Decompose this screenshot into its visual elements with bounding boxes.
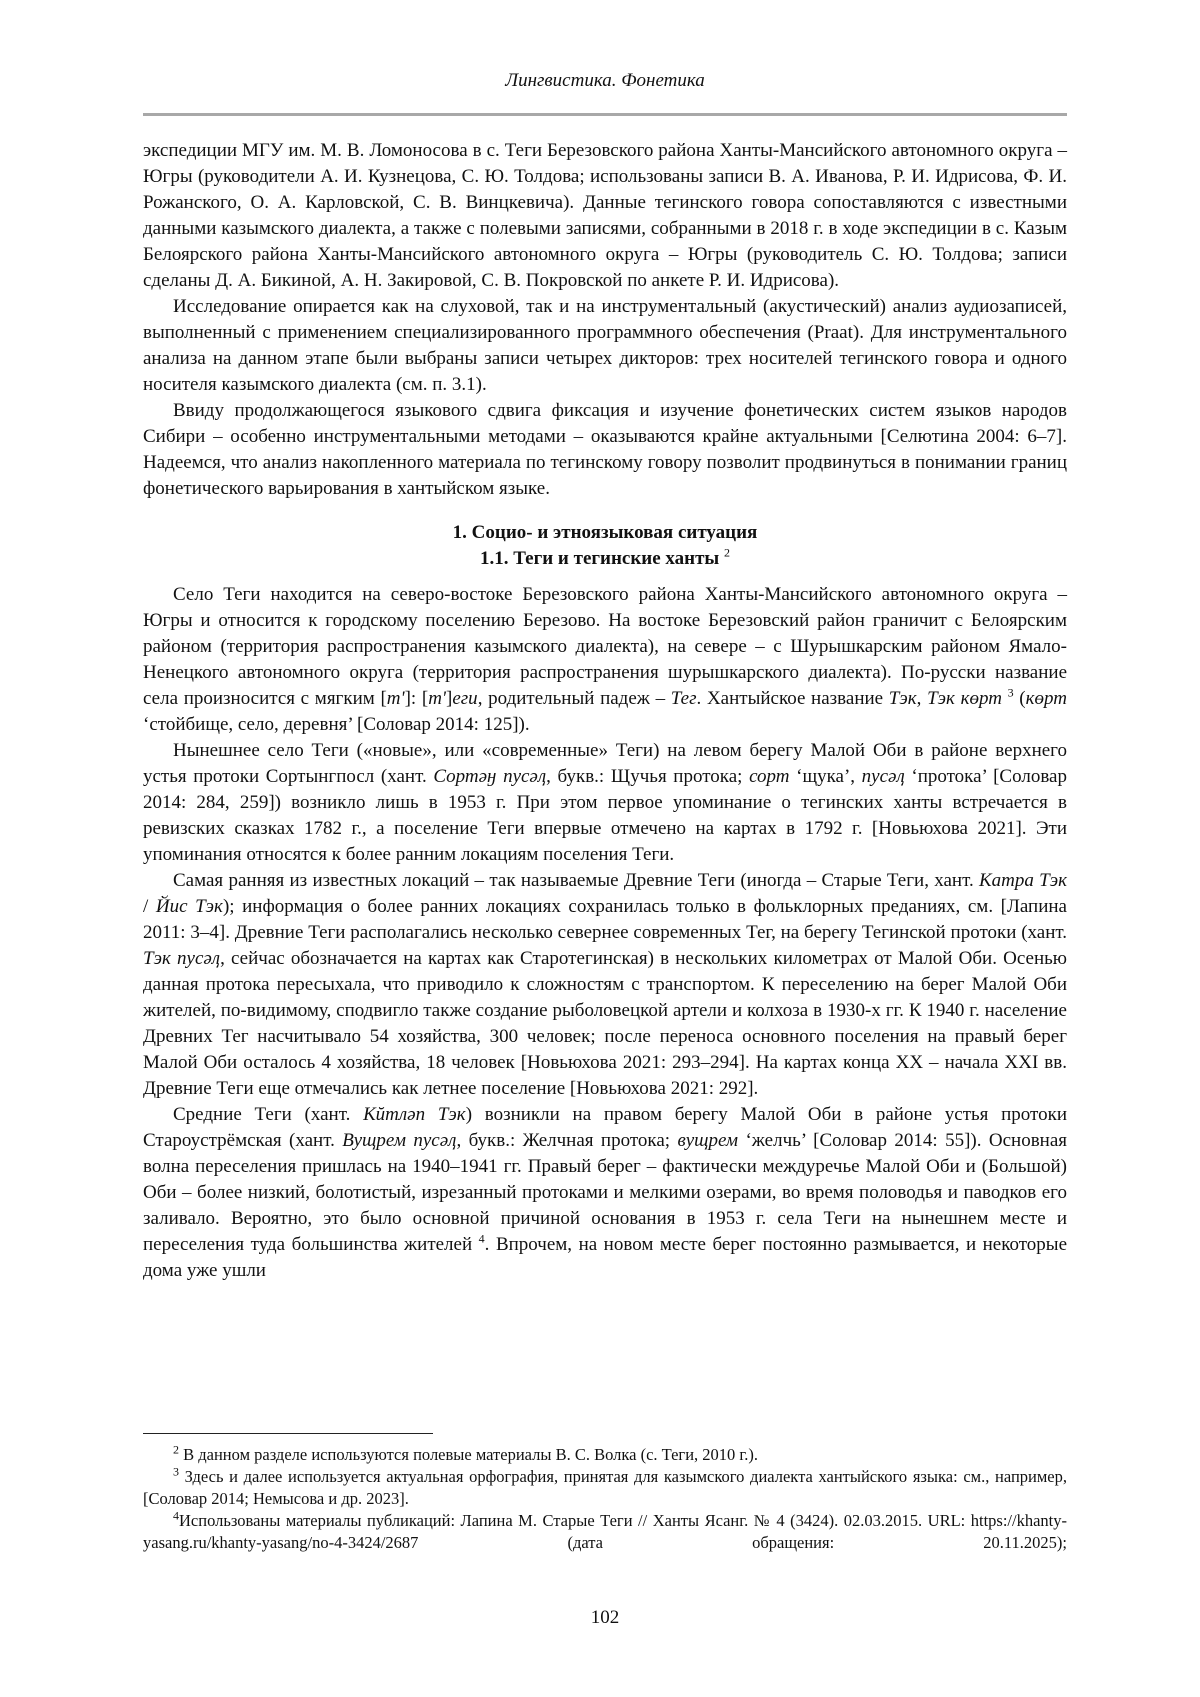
page-number: 102 <box>590 1607 620 1628</box>
footnote-3: $^3$ Здесь и далее используется актуальная орфография, принятая для казымского диалекта хантыйского языка: см., например, [Соловар 2014; Немысова и др. 2023]. <box>143 1464 1067 1508</box>
paragraph-3: Ввиду продолжающегося языкового сдвига фиксация и изучение фонетических систем языков народов Сибири – особенно инструментальными методами – оказываются крайне актуальными [Селютина 2004: 6–7]. Надеемся, что анализ накопленного материала по тегинскому говору позволит продвинуться в понимании границ фонетического варьирования в хантыйском языке. <box>143 400 1067 499</box>
main-text <box>143 138 1067 1284</box>
paragraph-6: Самая ранняя из известных локаций – так называемые Древние Теги (иногда – Старые Теги, хант. Катра Тэк / Йис Тэк); информация о более ранних локациях сохранилась только в фольклорных преданиях, см. [Лапина 2011: 3–4]. Древние Теги располагались несколько севернее современных Тег, на берегу Тегинской протоки (хант. Тэк пусәӆ, сейчас обозначается на картах как Старотегинская) в нескольких километрах от Малой Оби. Осенью данная протока пересыхала, что приводило к сложностям с транспортом. К переселению на берег Малой Оби жителей, по-видимому, сподвигло также создание рыболовецкой артели и колхоза в 1930-х гг. К 1940 г. население Древних Тег насчитывало 54 хозяйства, 300 человек; после переноса основного поселения на правый берег Малой Оби осталось 4 хозяйства, 18 человек [Новьюхова 2021: 293–294]. На картах конца XX – начала XXI вв. Древние Теги еще отмечались как летнее поселение [Новьюхова 2021: 292]. <box>143 870 1067 1099</box>
paragraph-4: Село Теги находится на северо-востоке Березовского района Ханты-Мансийского автономного округа – Югры и относится к городскому поселению Березово. На востоке Березовский район граничит с Белоярским районом (территория распространения казымского диалекта), на севере – с Шурышкарским районом Ямало-Ненецкого автономного округа (территория распространения шурышкарского диалекта). По-русски название села произносится с мягким [т']: [т']еги, родительный падеж – Тег. Хантыйское название Тэк, Тэк көрт $^3$ (көрт ‘стойбище, село, деревня’ [Соловар 2014: 125]). <box>143 584 1067 735</box>
footnote-ref-4[interactable]: 4 <box>478 1231 485 1246</box>
footnote-rule <box>143 1433 433 1434</box>
footnote-ref-2[interactable]: 2 <box>724 545 731 560</box>
paragraph-2: Исследование опирается как на слуховой, так и на инструментальный (акустический) анализ аудиозаписей, выполненный с применением специализированного программного обеспечения (Praat). Для инструментального анализа на данном этапе были выбраны записи четырех дикторов: трех носителей тегинского говора и одного носителя казымского диалекта (см. п. 3.1). <box>143 296 1067 395</box>
paragraph-7: Средние Теги (хант. Кŭтләп Тэк) возникли на правом берегу Малой Оби в районе устья протоки Староустрёмская (хант. Вущрем пусәӆ, букв.: Желчная протока; вущрем ‘желчь’ [Соловар 2014: 55]). Основная волна переселения пришлась на 1940–1941 гг. Правый берег – фактически междуречье Малой Оби и (Большой) Оби – более низкий, болотистый, изрезанный протоками и мелкими озерами, во время половодья и паводков его заливало. Вероятно, это было основной причиной основания в 1953 г. села Теги на нынешнем месте и переселения туда большинства жителей $^4$. Впрочем, на новом месте берег постоянно размывается, и некоторые дома уже ушли <box>143 1104 1068 1281</box>
paragraph-5: Нынешнее село Теги («новые», или «современные» Теги) на левом берегу Малой Оби в районе верхнего устья протоки Сортынгпосл (хант. Сортәӈ пусәӆ, букв.: Щучья протока; сорт ‘щука’, пусәӆ ‘протока’ [Соловар 2014: 284, 259]) возникло лишь в 1953 г. При этом первое упоминание о тегинских ханты встречается в ревизских сказках 1782 г., а поселение Теги впервые отмечено на картах в 1792 г. [Новьюхова 2021]. Эти упоминания относятся к более ранним локациям поселения Теги. <box>143 740 1067 865</box>
footnotes <box>143 1444 1067 1554</box>
footnote-4: $^4$Использованы материалы публикаций: Лапина М. Старые Теги // Ханты Ясанг. № 4 (3424). 02.03.2015. URL: https://khanty-yasang.ru/khanty-yasang/no-4-3424/2687 (дата обращения: 20.11.2025); <box>143 1508 1067 1552</box>
footnote-ref-3[interactable]: 3 <box>1007 685 1014 700</box>
section-title: 1. Социо- и этноязыковая ситуация <box>452 522 758 543</box>
running-head: Лингвистика. Фонетика <box>505 70 705 91</box>
paragraph-1: экспедиции МГУ им. М. В. Ломоносова в с. Теги Березовского района Ханты-Мансийского автономного округа – Югры (руководители А. И. Кузнецова, С. Ю. Толдова; использованы записи В. А. Иванова, Р. И. Идрисова, Ф. И. Рожанского, О. А. Карловской, С. В. Винцкевича). Данные тегинского говора сопоставляются с известными данными казымского диалекта, а также с полевыми записями, собранными в 2018 г. в ходе экспедиции в с. Казым Белоярского района Ханты-Мансийского автономного округа – Югры (руководитель С. Ю. Толдова; записи сделаны Д. А. Бикиной, А. Н. Закировой, С. В. Покровской по анкете Р. И. Идрисова). <box>143 140 1067 291</box>
footnote-2: $^2$ В данном разделе используются полевые материалы В. С. Волка (с. Теги, 2010 г.). <box>173 1442 759 1464</box>
section-heading <box>143 520 1067 572</box>
subsection-title: 1.1. Теги и тегинские ханты $^2$ <box>479 545 731 569</box>
header-rule <box>143 113 1067 116</box>
